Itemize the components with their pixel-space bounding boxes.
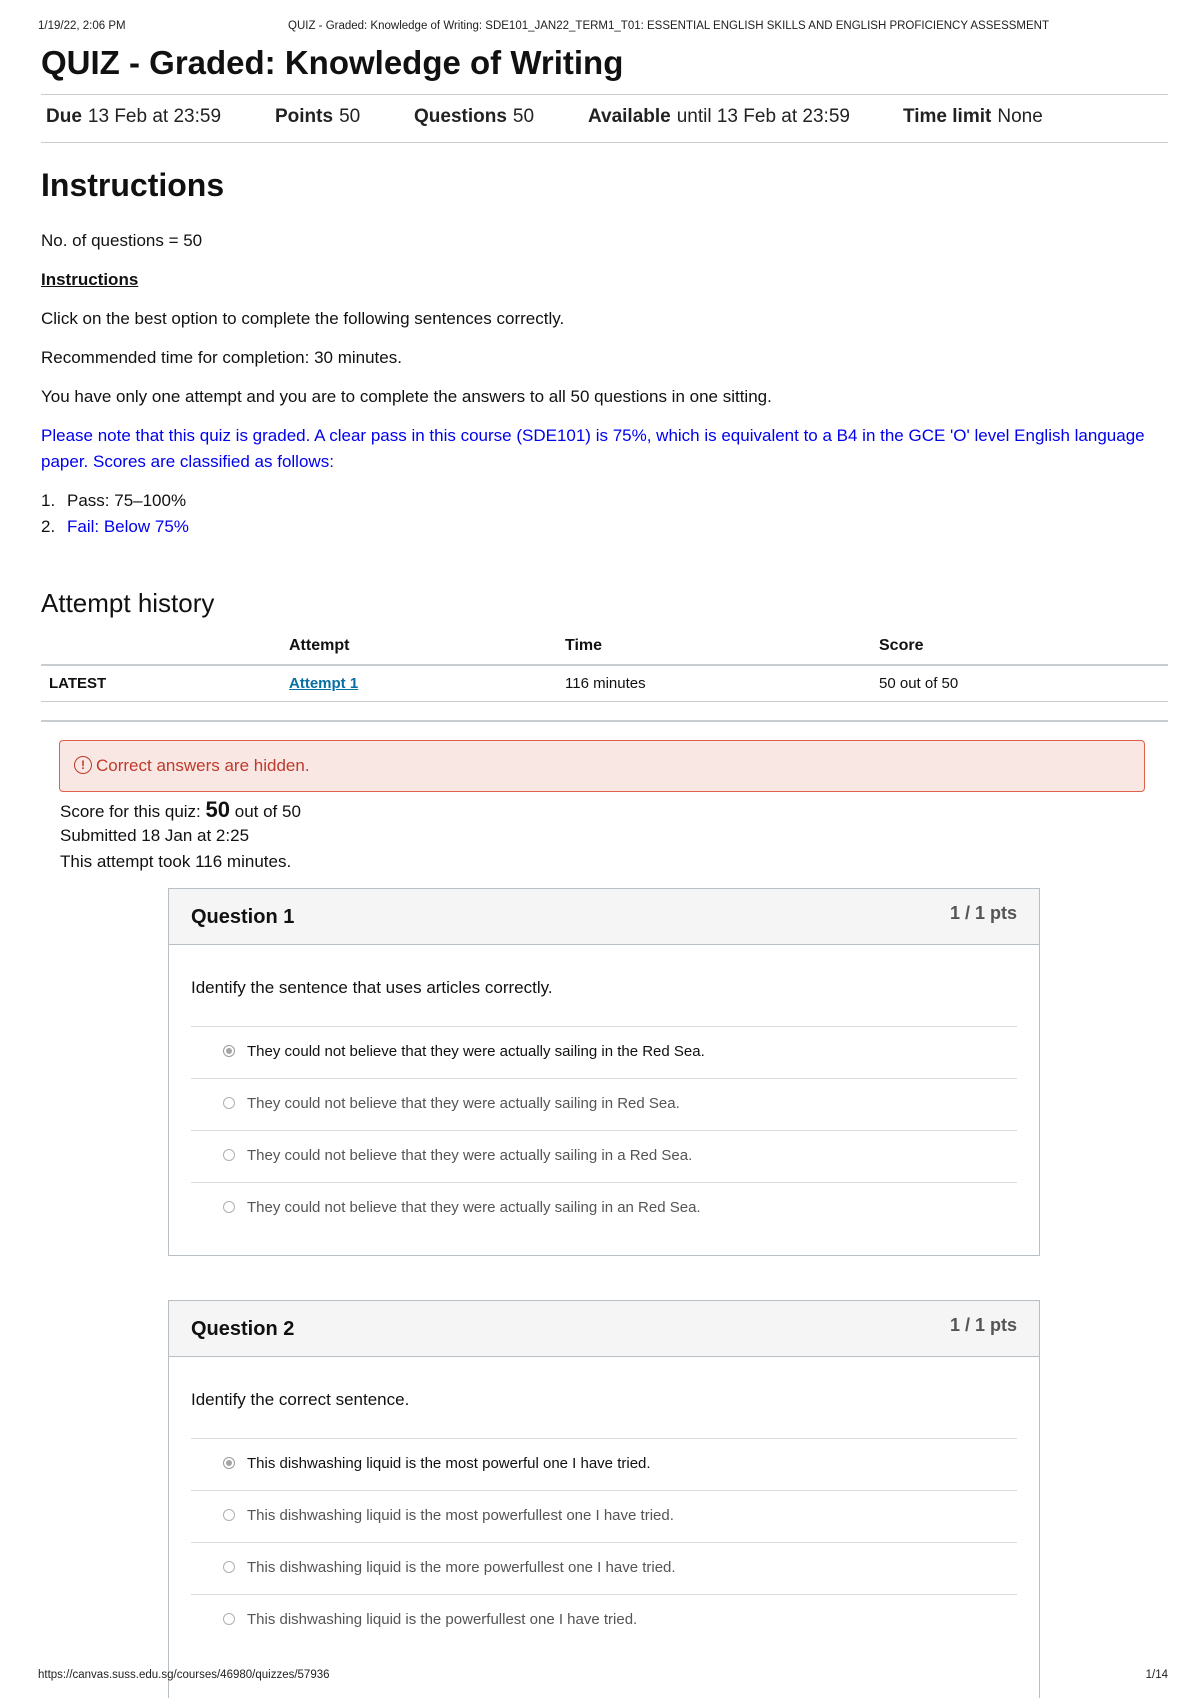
print-page-number: 1/14 [1145, 1669, 1168, 1681]
print-header [38, 20, 1168, 36]
print-footer [38, 1669, 1168, 1685]
attempt-link[interactable]: Attempt 1 [289, 675, 359, 692]
question-header [169, 1301, 1039, 1357]
quiz-score-value: 50 [205, 797, 230, 822]
radio-icon[interactable] [223, 1509, 235, 1521]
grading-note-line-1: Please note that this quiz is graded. A clear pass in this course (SDE101) is 75%, which is equivalent to a B4 in the GCE 'O' level English language [41, 426, 1145, 445]
question-text: Identify the correct sentence. [191, 1390, 410, 1409]
attempt-time: 116 minutes [564, 665, 878, 702]
alert-text: Correct answers are hidden. [96, 756, 310, 775]
instruction-line-3: You have only one attempt and you are to complete the answers to all 50 questions in one sitting. [41, 387, 772, 406]
meta-divider [41, 142, 1168, 143]
column-header-attempt: Attempt [288, 628, 564, 665]
answer-list [191, 1026, 1017, 1234]
exclamation-circle-icon: ! [74, 756, 92, 774]
answer-option[interactable]: This dishwashing liquid is the more powerfullest one I have tried. [191, 1542, 1017, 1594]
correct-answers-hidden-alert [59, 740, 1145, 792]
attempt-duration-text: This attempt took 116 minutes. [60, 852, 292, 871]
question-card-2 [168, 1300, 1040, 1698]
answer-option[interactable]: They could not believe that they were actually sailing in a Red Sea. [191, 1130, 1017, 1182]
answer-list [191, 1438, 1017, 1646]
history-divider [41, 720, 1168, 722]
radio-selected-icon[interactable] [223, 1045, 235, 1057]
meta-available: Available until 13 Feb at 23:59 [588, 106, 850, 127]
column-header-time: Time [564, 628, 878, 665]
page-title: QUIZ - Graded: Knowledge of Writing [41, 44, 624, 81]
radio-icon[interactable] [223, 1613, 235, 1625]
table-row [41, 665, 1168, 702]
radio-icon[interactable] [223, 1561, 235, 1573]
question-text: Identify the sentence that uses articles correctly. [191, 978, 553, 997]
submitted-text: Submitted 18 Jan at 2:25 [60, 826, 250, 845]
list-item: 2. Fail: Below 75% [41, 517, 189, 536]
attempt-history-heading: Attempt history [41, 588, 215, 618]
radio-icon[interactable] [223, 1149, 235, 1161]
answer-option[interactable]: They could not believe that they were actually sailing in the Red Sea. [191, 1026, 1017, 1078]
meta-due: Due 13 Feb at 23:59 [46, 106, 222, 127]
question-header [169, 889, 1039, 945]
radio-selected-icon[interactable] [223, 1457, 235, 1469]
meta-questions: Questions 50 [414, 106, 535, 127]
question-points: 1 / 1 pts [949, 1315, 1017, 1335]
question-title: Question 1 [191, 906, 295, 928]
answer-option[interactable]: They could not believe that they were actually sailing in an Red Sea. [191, 1182, 1017, 1234]
print-url: https://canvas.suss.edu.sg/courses/46980/quizzes/57936 [38, 1669, 330, 1681]
print-date: 1/19/22, 2:06 PM [38, 20, 126, 32]
answer-option[interactable]: This dishwashing liquid is the powerfullest one I have tried. [191, 1594, 1017, 1646]
print-doc-title: QUIZ - Graded: Knowledge of Writing: SDE101_JAN22_TERM1_T01: ESSENTIAL ENGLISH SKILLS AND ENGLISH PROFICIENCY ASSESSMENT [288, 20, 1049, 32]
table-header-row [41, 628, 1168, 665]
title-divider [41, 94, 1168, 95]
quiz-score-line: Score for this quiz: 50 out of 50 [60, 797, 301, 822]
column-header-score: Score [878, 628, 1168, 665]
meta-time-limit: Time limit None [903, 106, 1043, 127]
question-card-1 [168, 888, 1040, 1256]
score-classification-list [41, 488, 189, 540]
answer-option[interactable]: This dishwashing liquid is the most powerfullest one I have tried. [191, 1490, 1017, 1542]
question-title: Question 2 [191, 1318, 295, 1340]
instructions-subheading: Instructions [41, 270, 139, 289]
question-points: 1 / 1 pts [949, 903, 1017, 923]
attempt-history-table [41, 628, 1168, 702]
instruction-line-1: Click on the best option to complete the following sentences correctly. [41, 309, 565, 328]
instructions-heading: Instructions [41, 167, 225, 203]
attempt-label: LATEST [41, 665, 288, 702]
column-header [41, 628, 288, 665]
grading-note-line-2: paper. Scores are classified as follows: [41, 452, 334, 471]
attempt-score: 50 out of 50 [878, 665, 1168, 702]
list-item: 1. Pass: 75–100% [41, 491, 187, 510]
meta-points: Points 50 [275, 106, 361, 127]
radio-icon[interactable] [223, 1201, 235, 1213]
answer-option[interactable]: This dishwashing liquid is the most powerful one I have tried. [191, 1438, 1017, 1490]
instruction-line-2: Recommended time for completion: 30 minutes. [41, 348, 402, 367]
radio-icon[interactable] [223, 1097, 235, 1109]
num-questions-text: No. of questions = 50 [41, 231, 203, 250]
answer-option[interactable]: They could not believe that they were actually sailing in Red Sea. [191, 1078, 1017, 1130]
